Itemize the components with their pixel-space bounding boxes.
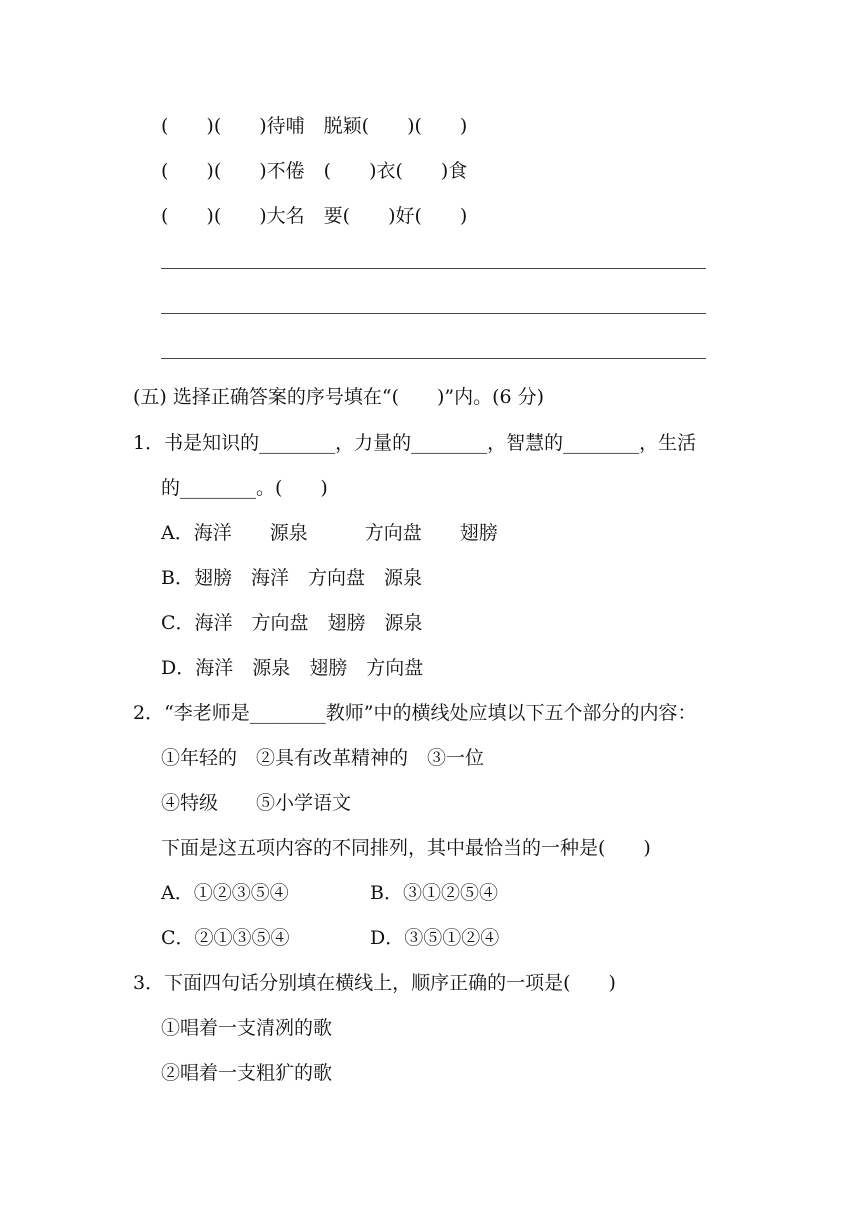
q2-option-d[interactable]: D．③⑤①②④ — [370, 927, 500, 949]
q2-option-c[interactable]: C．②①③⑤④ — [161, 927, 290, 949]
q1-option-c[interactable]: C．海洋 方向盘 翅膀 源泉 — [161, 612, 423, 634]
q2-items-line2: ④特级 ⑤小学语文 — [161, 792, 352, 814]
q2-option-b[interactable]: B．③①②⑤④ — [370, 882, 498, 904]
q1-stem-line2: 的________。( ) — [161, 477, 328, 499]
answer-line-3[interactable] — [161, 358, 706, 359]
q2-option-a[interactable]: A．①②③⑤④ — [161, 882, 289, 904]
q1-option-d[interactable]: D．海洋 源泉 翅膀 方向盘 — [161, 657, 424, 679]
q2-stem: 2．“李老师是________教师”中的横线处应填以下五个部分的内容： — [133, 702, 697, 724]
q2-items-line1: ①年轻的 ②具有改革精神的 ③一位 — [161, 747, 485, 769]
section-heading: (五) 选择正确答案的序号填在“( )”内。(6 分) — [133, 386, 545, 408]
q1-option-a[interactable]: A．海洋 源泉 方向盘 翅膀 — [161, 522, 498, 544]
answer-line-2[interactable] — [161, 313, 706, 314]
q2-prompt: 下面是这五项内容的不同排列，其中最恰当的一种是( ) — [161, 837, 651, 859]
idiom-row-2: ( )( )不倦 ( )衣( )食 — [161, 160, 468, 182]
idiom-row-1: ( )( )待哺 脱颖( )( ) — [161, 115, 468, 137]
q3-item-2: ②唱着一支粗犷的歌 — [161, 1062, 333, 1084]
q1-option-b[interactable]: B．翅膀 海洋 方向盘 源泉 — [161, 567, 422, 589]
q1-stem-line1: 1．书是知识的________，力量的________，智慧的________，生活 — [133, 432, 697, 454]
q3-stem: 3．下面四句话分别填在横线上，顺序正确的一项是( ) — [133, 972, 616, 994]
answer-line-1[interactable] — [161, 268, 706, 269]
q3-item-1: ①唱着一支清冽的歌 — [161, 1017, 333, 1039]
idiom-row-3: ( )( )大名 要( )好( ) — [161, 205, 468, 227]
